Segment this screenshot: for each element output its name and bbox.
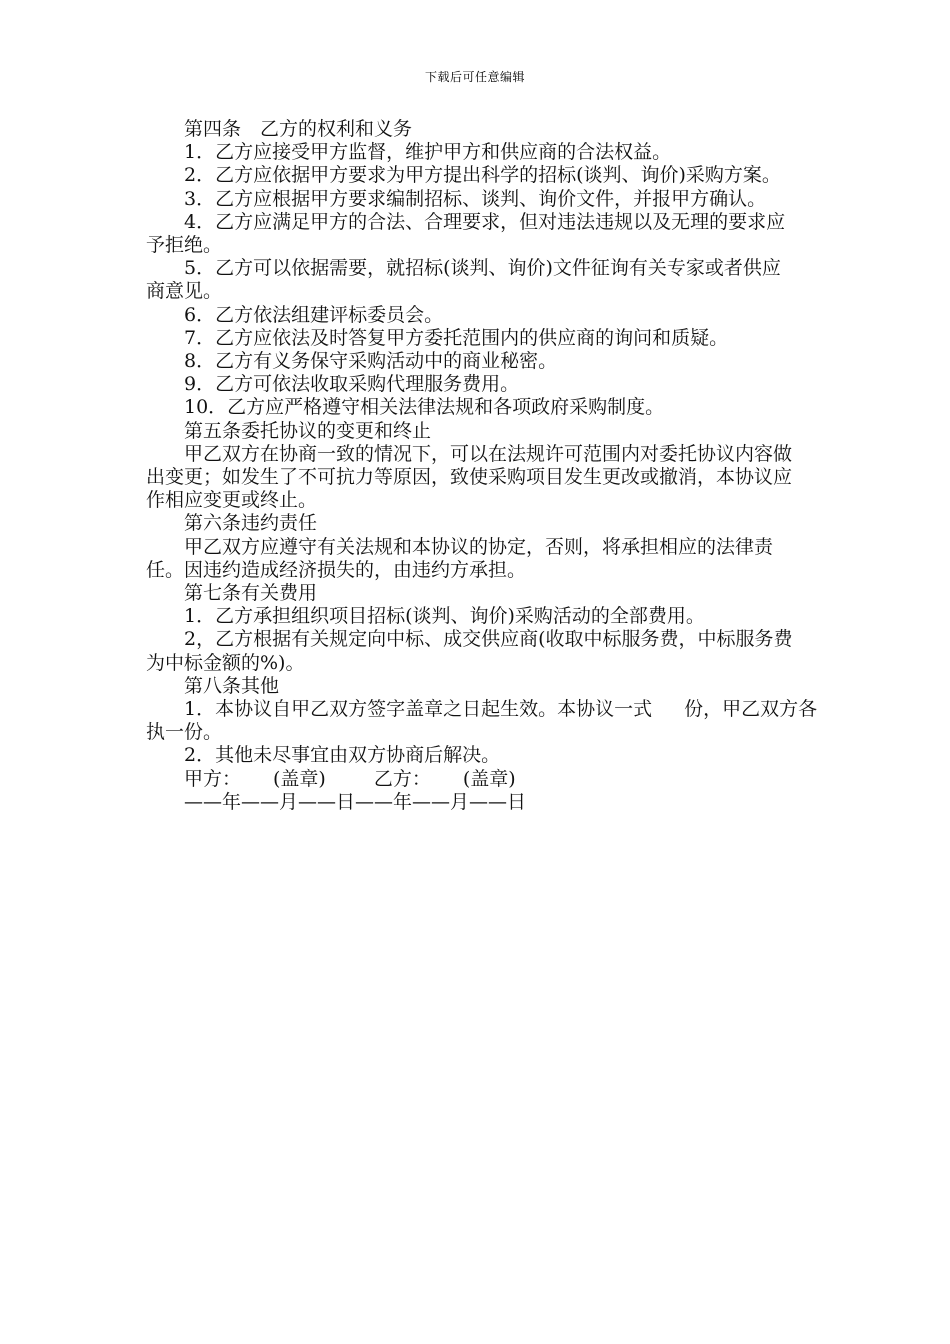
article-7-item-1: 1．乙方承担组织项目招标(谈判、询价)采购活动的全部费用。 — [184, 605, 705, 628]
article-4-item-1: 1．乙方应接受甲方监督，维护甲方和供应商的合法权益。 — [184, 141, 672, 164]
article-4-item-6: 6．乙方依法组建评标委员会。 — [184, 303, 444, 326]
signature-line — [146, 768, 826, 791]
article-8-item-1 — [146, 698, 826, 744]
article-4-item-5: 5．乙方可以依据需要，就招标(谈判、询价)文件征询有关专家或者供应商意见。 — [146, 257, 781, 303]
date-line: ——年——月——日——年——月——日 — [184, 790, 527, 813]
article-8-item-1-before: 1．本协议自甲乙双方签字盖章之日起生效。本协议一式 — [184, 698, 653, 721]
article-6-title: 第六条违约责任 — [184, 512, 318, 535]
article-7-item-2: 2，乙方根据有关规定向中标、成交供应商(收取中标服务费，中标服务费为中标金额的%)。 — [146, 628, 793, 674]
page-header-note: 下载后可任意编辑 — [424, 70, 525, 84]
article-7-title: 第七条有关费用 — [184, 582, 318, 605]
article-4-item-7: 7．乙方应依法及时答复甲方委托范围内的供应商的询问和质疑。 — [184, 326, 729, 349]
party-a-label: 甲方： — [184, 767, 242, 790]
party-a-seal: (盖章) — [273, 767, 326, 790]
article-4-item-2: 2．乙方应依据甲方要求为甲方提出科学的招标(谈判、询价)采购方案。 — [184, 164, 781, 187]
article-4-item-10: 10．乙方应严格遵守相关法律法规和各项政府采购制度。 — [184, 396, 665, 419]
article-8-title: 第八条其他 — [184, 674, 280, 697]
article-4-item-3: 3．乙方应根据甲方要求编制招标、谈判、询价文件，并报甲方确认。 — [184, 187, 767, 210]
contract-body — [146, 118, 826, 814]
article-4-title: 第四条 乙方的权利和义务 — [184, 118, 413, 140]
article-8-item-2: 2．其他未尽事宜由双方协商后解决。 — [184, 744, 501, 767]
article-8-item-1-after: 份，甲乙双方各执一份。 — [146, 698, 818, 744]
article-6-text: 甲乙双方应遵守有关法规和本协议的协定，否则，将承担相应的法律责任。因违约造成经济损失的，由违约方承担。 — [146, 535, 774, 581]
article-4-item-9: 9．乙方可依法收取采购代理服务费用。 — [184, 373, 520, 396]
article-4-item-8: 8．乙方有义务保守采购活动中的商业秘密。 — [184, 350, 558, 373]
article-5-text: 甲乙双方在协商一致的情况下，可以在法规许可范围内对委托协议内容做出变更；如发生了不可抗力等原因，致使采购项目发生更改或撤消，本协议应作相应变更或终止。 — [146, 442, 793, 512]
party-b-label: 乙方： — [373, 767, 431, 790]
article-4-item-4: 4．乙方应满足甲方的合法、合理要求，但对违法违规以及无理的要求应予拒绝。 — [146, 210, 786, 257]
article-5-title: 第五条委托协议的变更和终止 — [184, 419, 432, 442]
party-b-seal: (盖章) — [462, 767, 516, 790]
